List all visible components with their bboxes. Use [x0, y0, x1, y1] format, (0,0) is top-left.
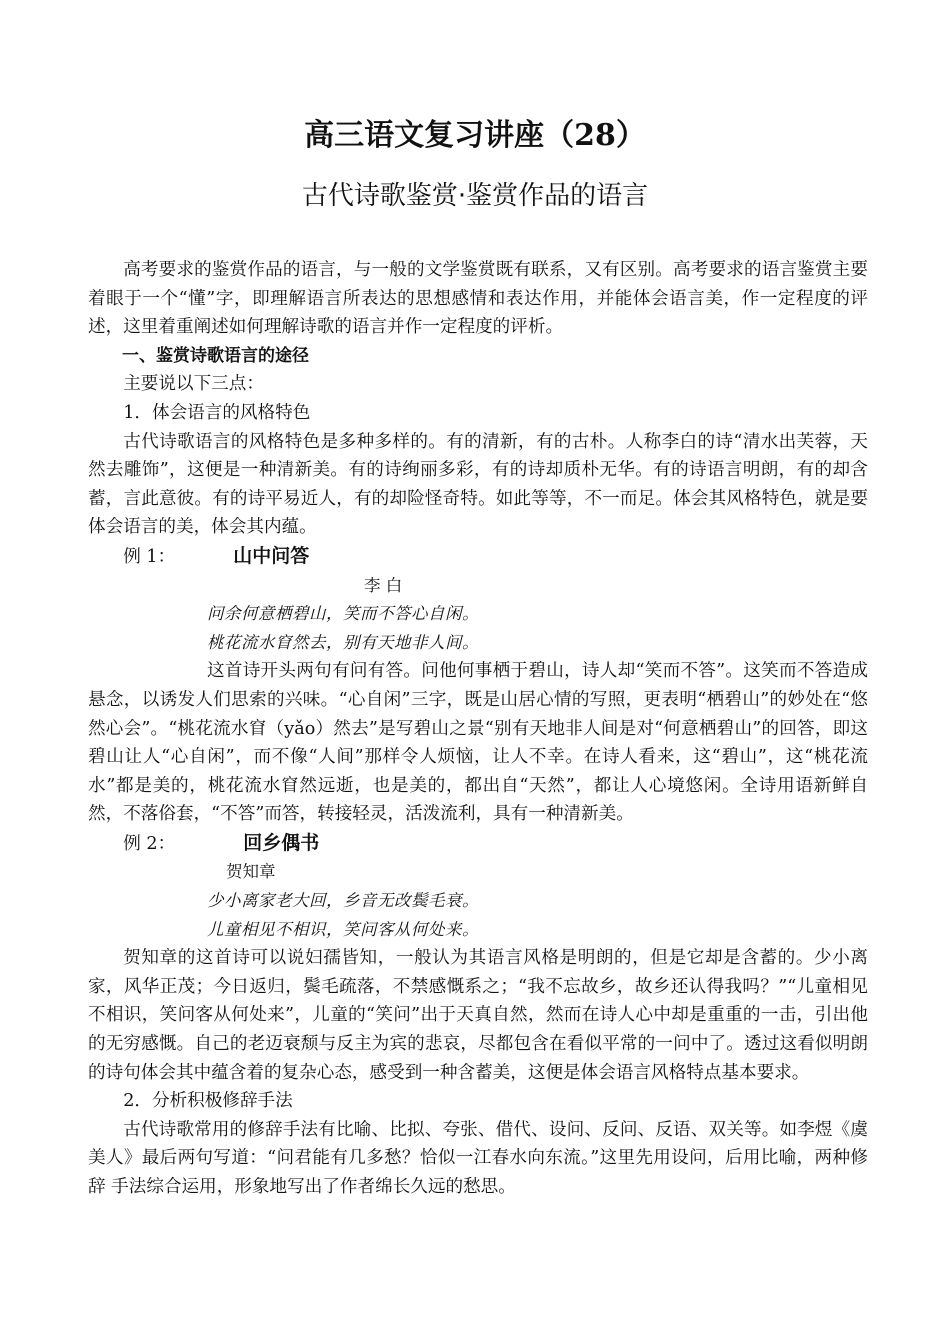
example2-label: 例 2： — [123, 833, 176, 854]
example2-line — [88, 829, 868, 859]
example1-analysis: 这首诗开头两句有问有答。问他何事栖于碧山，诗人却“笑而不答”。这笑而不答造成悬念，以诱发人们思索的兴味。“心自闲”三字，既是山居心情的写照，更表明“栖碧山”的妙处在“悠然心会”。“桃花流水窅（yǎo）然去”是写碧山之景“别有天地非人间是对“何意栖碧山”的回答，即这碧山让人“心自闲”，而不像“人间”那样令人烦恼，让人不幸。在诗人看来，这“碧山”，这“桃花流水”都是美的，桃花流水窅然远逝，也是美的，都出自“天然”，都让人心境悠闲。全诗用语新鲜自然，不落俗套，“不答”而答，转接轻灵，活泼流利，具有一种清新美。 — [88, 661, 868, 825]
example1-line — [88, 542, 868, 572]
example1-verse1: 问余何意栖碧山，笑而不答心自闲。 — [207, 604, 479, 624]
example2-verse2: 儿童相见不相识，笑问客从何处来。 — [207, 919, 479, 939]
intro-paragraph: 高考要求的鉴赏作品的语言，与一般的文学鉴赏既有联系，又有区别。高考要求的语言鉴赏主要着眼于一个“懂”字，即理解语言所表达的思想感情和表达作用，并能体会语言美，作一定程度的评述，这里着重阐述如何理解诗歌的语言并作一定程度的评析。 — [88, 260, 868, 338]
section1-lead: 主要说以下三点： — [123, 374, 264, 395]
example1-poem-title: 山中问答 — [233, 544, 310, 567]
document-body — [88, 256, 868, 1202]
item1-heading: 1．体会语言的风格特色 — [123, 402, 311, 423]
example1-label: 例 1： — [123, 546, 176, 567]
example2-poem-title: 回乡偶书 — [243, 831, 320, 854]
document-subtitle: 古代诗歌鉴赏·鉴赏作品的语言 — [301, 181, 649, 211]
example2-verse1: 少小离家老大回，乡音无改鬓毛衰。 — [207, 891, 479, 911]
document-title: 高三语文复习讲座（28） — [304, 118, 646, 153]
section1-heading: 一、鉴赏诗歌语言的途径 — [122, 345, 309, 366]
example2-analysis: 贺知章的这首诗可以说妇孺皆知，一般认为其语言风格是明朗的，但是它却是含蓄的。少小离家，风华正茂；今日返归，鬓毛疏落，不禁感慨系之；“我不忘故乡，故乡还认得我吗？”“儿童相见不相识，笑问客从何处来”，儿童的“笑问”出于天真自然，然而在诗人心中却是重重的一击，引出他的无穷感慨。自己的老迈衰颓与反主为宾的悲哀，尽都包含在看似平常的一问中了。透过这看似明朗的诗句体会其中蕴含着的复杂心态，感受到一种含蓄美，这便是体会语言风格特点基本要求。 — [88, 948, 868, 1083]
example1-author: 李 白 — [364, 575, 403, 595]
item2-heading: 2．分析积极修辞手法 — [123, 1091, 293, 1112]
example2-author: 贺知章 — [226, 862, 276, 882]
example1-verse2: 桃花流水窅然去，别有天地非人间。 — [207, 632, 479, 652]
item1-paragraph: 古代诗歌语言的风格特色是多种多样的。有的清新，有的古朴。人称李白的诗“清水出芙蓉，天然去雕饰”，这便是一种清新美。有的诗绚丽多彩，有的诗却质朴无华。有的诗语言明朗，有的却含蓄，言此意彼。有的诗平易近人，有的却险怪奇特。如此等等，不一而足。体会其风格特色，就是要体会语言的美，体会其内蕴。 — [88, 431, 868, 538]
item2-paragraph: 古代诗歌常用的修辞手法有比喻、比拟、夸张、借代、设问、反问、反语、双关等。如李煜《虞美人》最后两句写道：“问君能有几多愁？恰似一江春水向东流。”这里先用设问，后用比喻，两种修辞 手法综合运用，形象地写出了作者绵长久远的愁思。 — [88, 1119, 868, 1197]
